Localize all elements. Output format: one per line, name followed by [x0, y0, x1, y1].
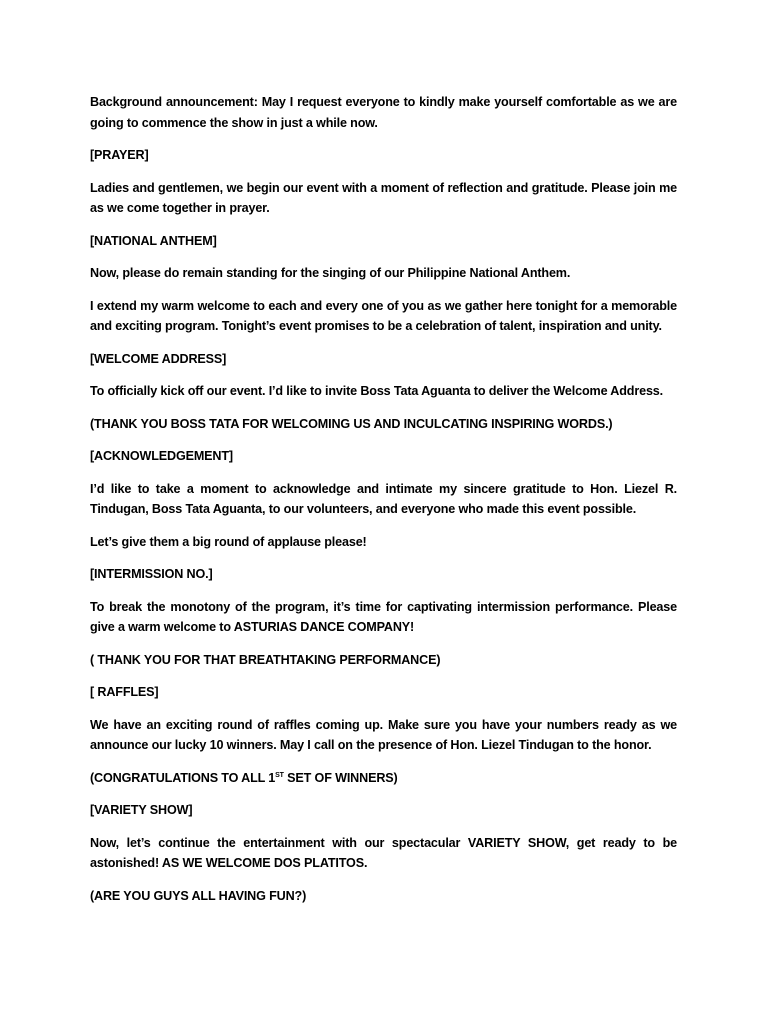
thank-you-performance-note: ( THANK YOU FOR THAT BREATHTAKING PERFORMANCE)	[90, 652, 441, 667]
raffles-heading: [ RAFFLES]	[90, 685, 159, 699]
national-anthem-heading: [NATIONAL ANTHEM]	[90, 233, 217, 248]
congratulations-note	[90, 768, 677, 789]
thank-you-boss-tata-note: (THANK YOU BOSS TATA FOR WELCOMING US AND INCULCATING INSPIRING WORDS.)	[90, 416, 613, 431]
applause-text: Let’s give them a big round of applause please!	[90, 534, 367, 549]
acknowledgement-heading: [ACKNOWLEDGEMENT]	[90, 449, 233, 463]
intermission-text: To break the monotony of the program, it’s time for captivating intermission performance. Please give a warm welcome to ASTURIAS DANCE COMPANY!	[90, 599, 677, 634]
welcome-address-heading: [WELCOME ADDRESS]	[90, 351, 227, 366]
document-body	[90, 92, 677, 918]
welcome-address-text: To officially kick off our event. I’d like to invite Boss Tata Aguanta to deliver the Welcome Address.	[90, 384, 664, 398]
congratulations-text-end: SET OF WINNERS)	[283, 770, 398, 785]
prayer-text: Ladies and gentlemen, we begin our event with a moment of reflection and gratitude. Please join me as we come together in prayer.	[90, 180, 677, 215]
national-anthem-text: Now, please do remain standing for the singing of our Philippine National Anthem.	[90, 266, 571, 280]
congratulations-text-start: (CONGRATULATIONS TO ALL 1	[90, 770, 276, 785]
variety-show-heading: [VARIETY SHOW]	[90, 803, 193, 817]
welcome-text: I extend my warm welcome to each and every one of you as we gather here tonight for a memorable and exciting program. Tonight’s event promises to be a celebration of talent, inspiration and unity.	[90, 298, 677, 333]
ordinal-superscript: ST	[275, 771, 284, 779]
variety-show-text: Now, let’s continue the entertainment with our spectacular VARIETY SHOW, get ready to be astonished! AS WE WELCOME DOS PLATITOS.	[90, 835, 677, 870]
acknowledgement-text: I’d like to take a moment to acknowledge and intimate my sincere gratitude to Hon. Liezel R. Tindugan, Boss Tata Aguanta, to our volunteers, and everyone who made this event possible.	[90, 481, 677, 516]
having-fun-note: (ARE YOU GUYS ALL HAVING FUN?)	[90, 888, 307, 903]
background-announcement: Background announcement: May I request everyone to kindly make yourself comfortable as we are going to commence the show in just a while now.	[90, 95, 677, 130]
raffles-text: We have an exciting round of raffles coming up. Make sure you have your numbers ready as we announce our lucky 10 winners. May I call on the presence of Hon. Liezel Tindugan to the honor.	[90, 717, 677, 752]
intermission-heading: [INTERMISSION NO.]	[90, 567, 213, 581]
prayer-heading: [PRAYER]	[90, 148, 149, 162]
